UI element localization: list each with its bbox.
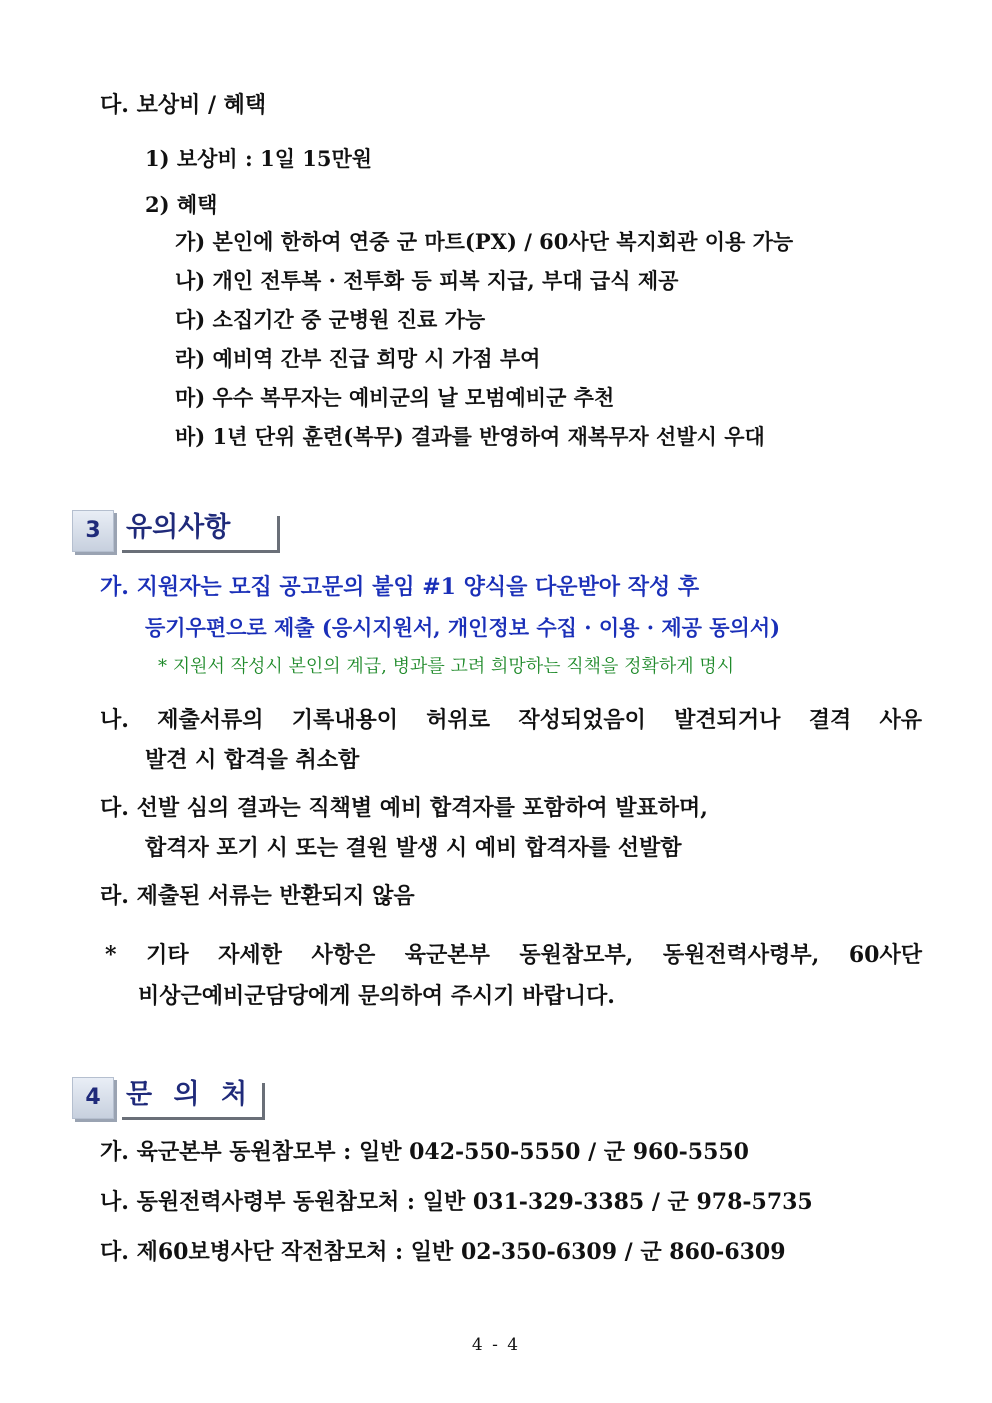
notice-item-ga-note: * 지원서 작성시 본인의 계급, 병과를 고려 희망하는 직책을 정확하게 명시 xyxy=(158,656,735,677)
perk-item: 라) 예비역 간부 진급 희망 시 가점 부여 xyxy=(175,346,541,371)
page-number: 4 - 4 xyxy=(471,1335,521,1355)
etc-note-line2: 비상근예비군담당에게 문의하여 주시기 바랍니다. xyxy=(138,983,615,1009)
section-underline xyxy=(122,1117,265,1120)
perk-item: 마) 우수 복무자는 예비군의 날 모범예비군 추천 xyxy=(175,385,615,410)
notice-item-da-line1: 다. 선발 심의 결과는 직책별 예비 합격자를 포함하여 발표하며, xyxy=(100,795,708,821)
notice-item-da-line2: 합격자 포기 시 또는 결원 발생 시 예비 합격자를 선발함 xyxy=(145,835,682,861)
notice-item-na-line2: 발견 시 합격을 취소함 xyxy=(145,747,360,773)
section-number-badge: 3 xyxy=(72,510,114,552)
section-underline xyxy=(122,550,280,553)
section-3-header xyxy=(72,510,282,550)
section-4-header xyxy=(72,1077,267,1117)
benefits-heading: 다. 보상비 / 혜택 xyxy=(100,92,267,118)
section-underline-right xyxy=(262,1083,265,1119)
perk-item: 가) 본인에 한하여 연중 군 마트(PX) / 60사단 복지회관 이용 가능 xyxy=(175,229,794,254)
perk-item: 다) 소집기간 중 군병원 진료 가능 xyxy=(175,307,486,332)
notice-item-ra: 라. 제출된 서류는 반환되지 않음 xyxy=(100,883,415,909)
section-title: 유의사항 xyxy=(126,512,231,543)
section-number-badge: 4 xyxy=(72,1077,114,1119)
notice-item-ga-line1: 가. 지원자는 모집 공고문의 붙임 #1 양식을 다운받아 작성 후 xyxy=(100,574,700,600)
perks-heading: 2) 혜택 xyxy=(145,192,218,217)
contact-item: 가. 육군본부 동원참모부 : 일반 042-550-5550 / 군 960-5550 xyxy=(100,1139,749,1165)
notice-item-ga-line2: 등기우편으로 제출 (응시지원서, 개인정보 수집 · 이용 · 제공 동의서) xyxy=(145,615,781,640)
etc-note-line1: * 기타 자세한 사항은 육군본부 동원참모부, 동원전력사령부, 60사단 xyxy=(105,942,922,968)
section-title: 문 의 처 xyxy=(126,1079,254,1110)
perk-item: 나) 개인 전투복 · 전투화 등 피복 지급, 부대 급식 제공 xyxy=(175,268,679,293)
compensation-line: 1) 보상비 : 1일 15만원 xyxy=(145,146,373,171)
notice-item-na-line1: 나. 제출서류의 기록내용이 허위로 작성되었음이 발견되거나 결격 사유 xyxy=(100,707,922,733)
contact-item: 나. 동원전력사령부 동원참모처 : 일반 031-329-3385 / 군 978-5735 xyxy=(100,1189,813,1215)
section-underline-right xyxy=(277,516,280,552)
contact-item: 다. 제60보병사단 작전참모처 : 일반 02-350-6309 / 군 860-6309 xyxy=(100,1239,786,1265)
perk-item: 바) 1년 단위 훈련(복무) 결과를 반영하여 재복무자 선발시 우대 xyxy=(175,424,765,449)
